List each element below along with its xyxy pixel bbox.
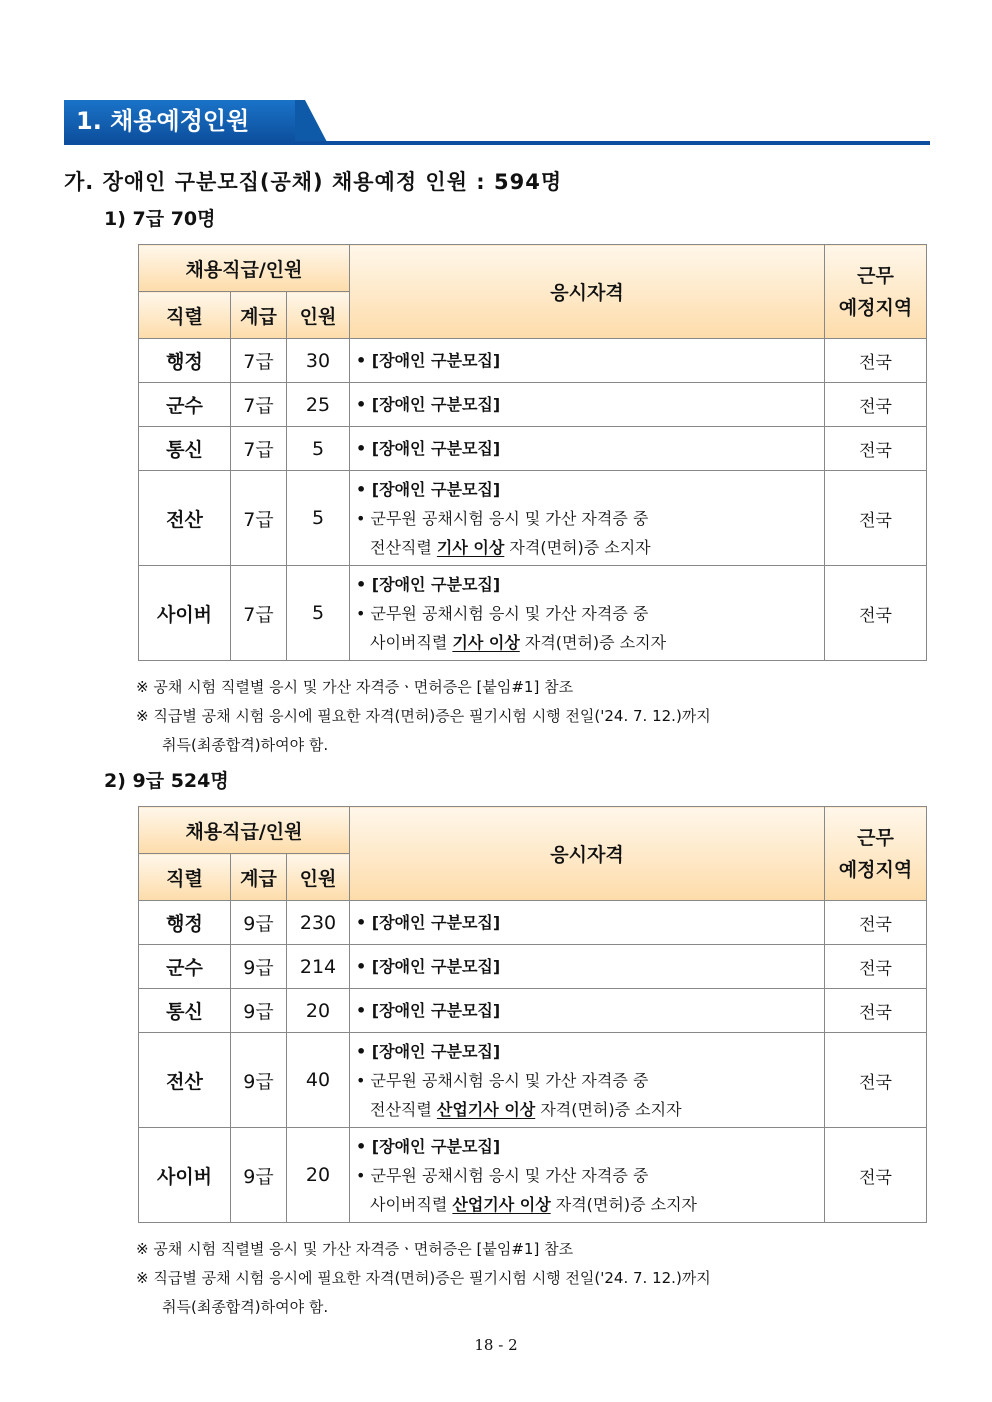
header-region: 근무 예정지역 (825, 807, 927, 901)
qualification-cell (350, 1128, 825, 1223)
table-row (139, 901, 927, 945)
table-row (139, 471, 927, 566)
table-row (139, 945, 927, 989)
count-cell: 30 (287, 339, 350, 383)
grade-cell: 9급 (231, 945, 287, 989)
region-cell: 전국 (825, 566, 927, 661)
grade-cell: 7급 (231, 339, 287, 383)
series-cell: 군수 (139, 945, 231, 989)
table1-body (139, 339, 927, 661)
section-title: 1. 채용예정인원 (64, 100, 296, 142)
series-cell: 사이버 (139, 566, 231, 661)
qualification-cell (350, 566, 825, 661)
count-cell: 40 (287, 1033, 350, 1128)
series-cell: 군수 (139, 383, 231, 427)
table-row (139, 1033, 927, 1128)
qualification-cell (350, 339, 825, 383)
note: 취득(최종합격)하여야 함. (162, 1298, 329, 1316)
region-cell: 전국 (825, 945, 927, 989)
table-row (139, 1128, 927, 1223)
count-cell: 5 (287, 427, 350, 471)
grade-cell: 9급 (231, 901, 287, 945)
table-row (139, 989, 927, 1033)
header-group: 채용직급/인원 (139, 807, 350, 854)
header-region: 근무 예정지역 (825, 245, 927, 339)
header-series: 직렬 (139, 292, 231, 339)
qualification-line: • [장애인 구분모집] (356, 913, 501, 932)
count-cell: 20 (287, 989, 350, 1033)
section-underline (64, 141, 930, 145)
qualification-line: • [장애인 구분모집] (356, 1001, 501, 1020)
region-cell: 전국 (825, 427, 927, 471)
qualification-emphasis: 산업기사 이상 (436, 1099, 536, 1119)
qualification-cell (350, 901, 825, 945)
note: ※ 직급별 공채 시험 응시에 필요한 자격(면허)증은 필기시험 시행 전일('24. 7. 12.)까지 (136, 707, 711, 725)
series-cell: 사이버 (139, 1128, 231, 1223)
region-cell: 전국 (825, 989, 927, 1033)
qualification-cell (350, 383, 825, 427)
qualification-line: • 군무원 공채시험 응시 및 가산 자격증 중 (356, 1070, 649, 1090)
qualification-text: 자격(면허)증 소지자 (519, 632, 667, 652)
header-grade: 계급 (231, 854, 287, 901)
qualification-line: • [장애인 구분모집] (356, 1136, 501, 1156)
table1-notes (136, 673, 711, 760)
qualification-line: • [장애인 구분모집] (356, 351, 501, 370)
series-cell: 전산 (139, 1033, 231, 1128)
region-cell: 전국 (825, 471, 927, 566)
note: ※ 공채 시험 직렬별 응시 및 가산 자격증ㆍ면허증은 [붙임#1] 참조 (136, 678, 574, 696)
table-row (139, 566, 927, 661)
section-tab-corner (295, 100, 327, 142)
count-cell: 20 (287, 1128, 350, 1223)
section-heading (64, 100, 930, 146)
note: 취득(최종합격)하여야 함. (162, 736, 329, 754)
qualification-text: 자격(면허)증 소지자 (550, 1194, 697, 1214)
qualification-text: 사이버직렬 (370, 1194, 453, 1214)
series-cell: 전산 (139, 471, 231, 566)
grade-cell: 7급 (231, 471, 287, 566)
grade-cell: 9급 (231, 1033, 287, 1128)
subsection-heading: 가. 장애인 구분모집(공채) 채용예정 인원 : 594명 (64, 170, 563, 194)
header-grade: 계급 (231, 292, 287, 339)
table-7grade (138, 244, 927, 661)
table-row (139, 339, 927, 383)
table2-notes (136, 1235, 711, 1322)
page-number: 18 - 2 (474, 1336, 518, 1354)
header-qualification: 응시자격 (350, 245, 825, 339)
header-series: 직렬 (139, 854, 231, 901)
table2-heading: 2) 9급 524명 (104, 770, 229, 792)
qualification-cell (350, 1033, 825, 1128)
qualification-line (356, 1095, 824, 1124)
region-cell: 전국 (825, 1033, 927, 1128)
count-cell: 5 (287, 566, 350, 661)
series-cell: 행정 (139, 901, 231, 945)
header-count: 인원 (287, 292, 350, 339)
count-cell: 5 (287, 471, 350, 566)
note: ※ 직급별 공채 시험 응시에 필요한 자격(면허)증은 필기시험 시행 전일('24. 7. 12.)까지 (136, 1269, 711, 1287)
qualification-line: • 군무원 공채시험 응시 및 가산 자격증 중 (356, 1165, 649, 1185)
qualification-line (356, 533, 824, 562)
series-cell: 행정 (139, 339, 231, 383)
grade-cell: 9급 (231, 989, 287, 1033)
qualification-line: • [장애인 구분모집] (356, 574, 501, 594)
header-group: 채용직급/인원 (139, 245, 350, 292)
count-cell: 214 (287, 945, 350, 989)
region-cell: 전국 (825, 383, 927, 427)
qualification-line: • [장애인 구분모집] (356, 957, 501, 976)
qualification-line (356, 628, 824, 657)
qualification-emphasis: 기사 이상 (436, 537, 505, 557)
note: ※ 공채 시험 직렬별 응시 및 가산 자격증ㆍ면허증은 [붙임#1] 참조 (136, 1240, 574, 1258)
qualification-line: • 군무원 공채시험 응시 및 가산 자격증 중 (356, 603, 649, 623)
qualification-cell (350, 989, 825, 1033)
qualification-line: • [장애인 구분모집] (356, 1041, 501, 1061)
table-row (139, 383, 927, 427)
table-9grade (138, 806, 927, 1223)
series-cell: 통신 (139, 989, 231, 1033)
qualification-text: 사이버직렬 (370, 632, 453, 652)
qualification-line (356, 1190, 824, 1219)
qualification-line: • [장애인 구분모집] (356, 439, 501, 458)
region-cell: 전국 (825, 901, 927, 945)
qualification-cell (350, 471, 825, 566)
qualification-cell (350, 427, 825, 471)
count-cell: 25 (287, 383, 350, 427)
qualification-text: 전산직렬 (370, 1099, 437, 1119)
table-row (139, 427, 927, 471)
qualification-line: • [장애인 구분모집] (356, 395, 501, 414)
count-cell: 230 (287, 901, 350, 945)
series-cell: 통신 (139, 427, 231, 471)
qualification-text: 자격(면허)증 소지자 (504, 537, 651, 557)
qualification-emphasis: 기사 이상 (452, 632, 520, 652)
header-qualification: 응시자격 (350, 807, 825, 901)
header-count: 인원 (287, 854, 350, 901)
qualification-text: 자격(면허)증 소지자 (535, 1099, 682, 1119)
grade-cell: 7급 (231, 383, 287, 427)
table2-body (139, 901, 927, 1223)
region-cell: 전국 (825, 1128, 927, 1223)
qualification-emphasis: 산업기사 이상 (452, 1194, 551, 1214)
grade-cell: 7급 (231, 427, 287, 471)
qualification-line: • 군무원 공채시험 응시 및 가산 자격증 중 (356, 508, 649, 528)
qualification-text: 전산직렬 (370, 537, 437, 557)
region-cell: 전국 (825, 339, 927, 383)
grade-cell: 7급 (231, 566, 287, 661)
table1-heading: 1) 7급 70명 (104, 208, 216, 230)
qualification-cell (350, 945, 825, 989)
grade-cell: 9급 (231, 1128, 287, 1223)
qualification-line: • [장애인 구분모집] (356, 479, 501, 499)
